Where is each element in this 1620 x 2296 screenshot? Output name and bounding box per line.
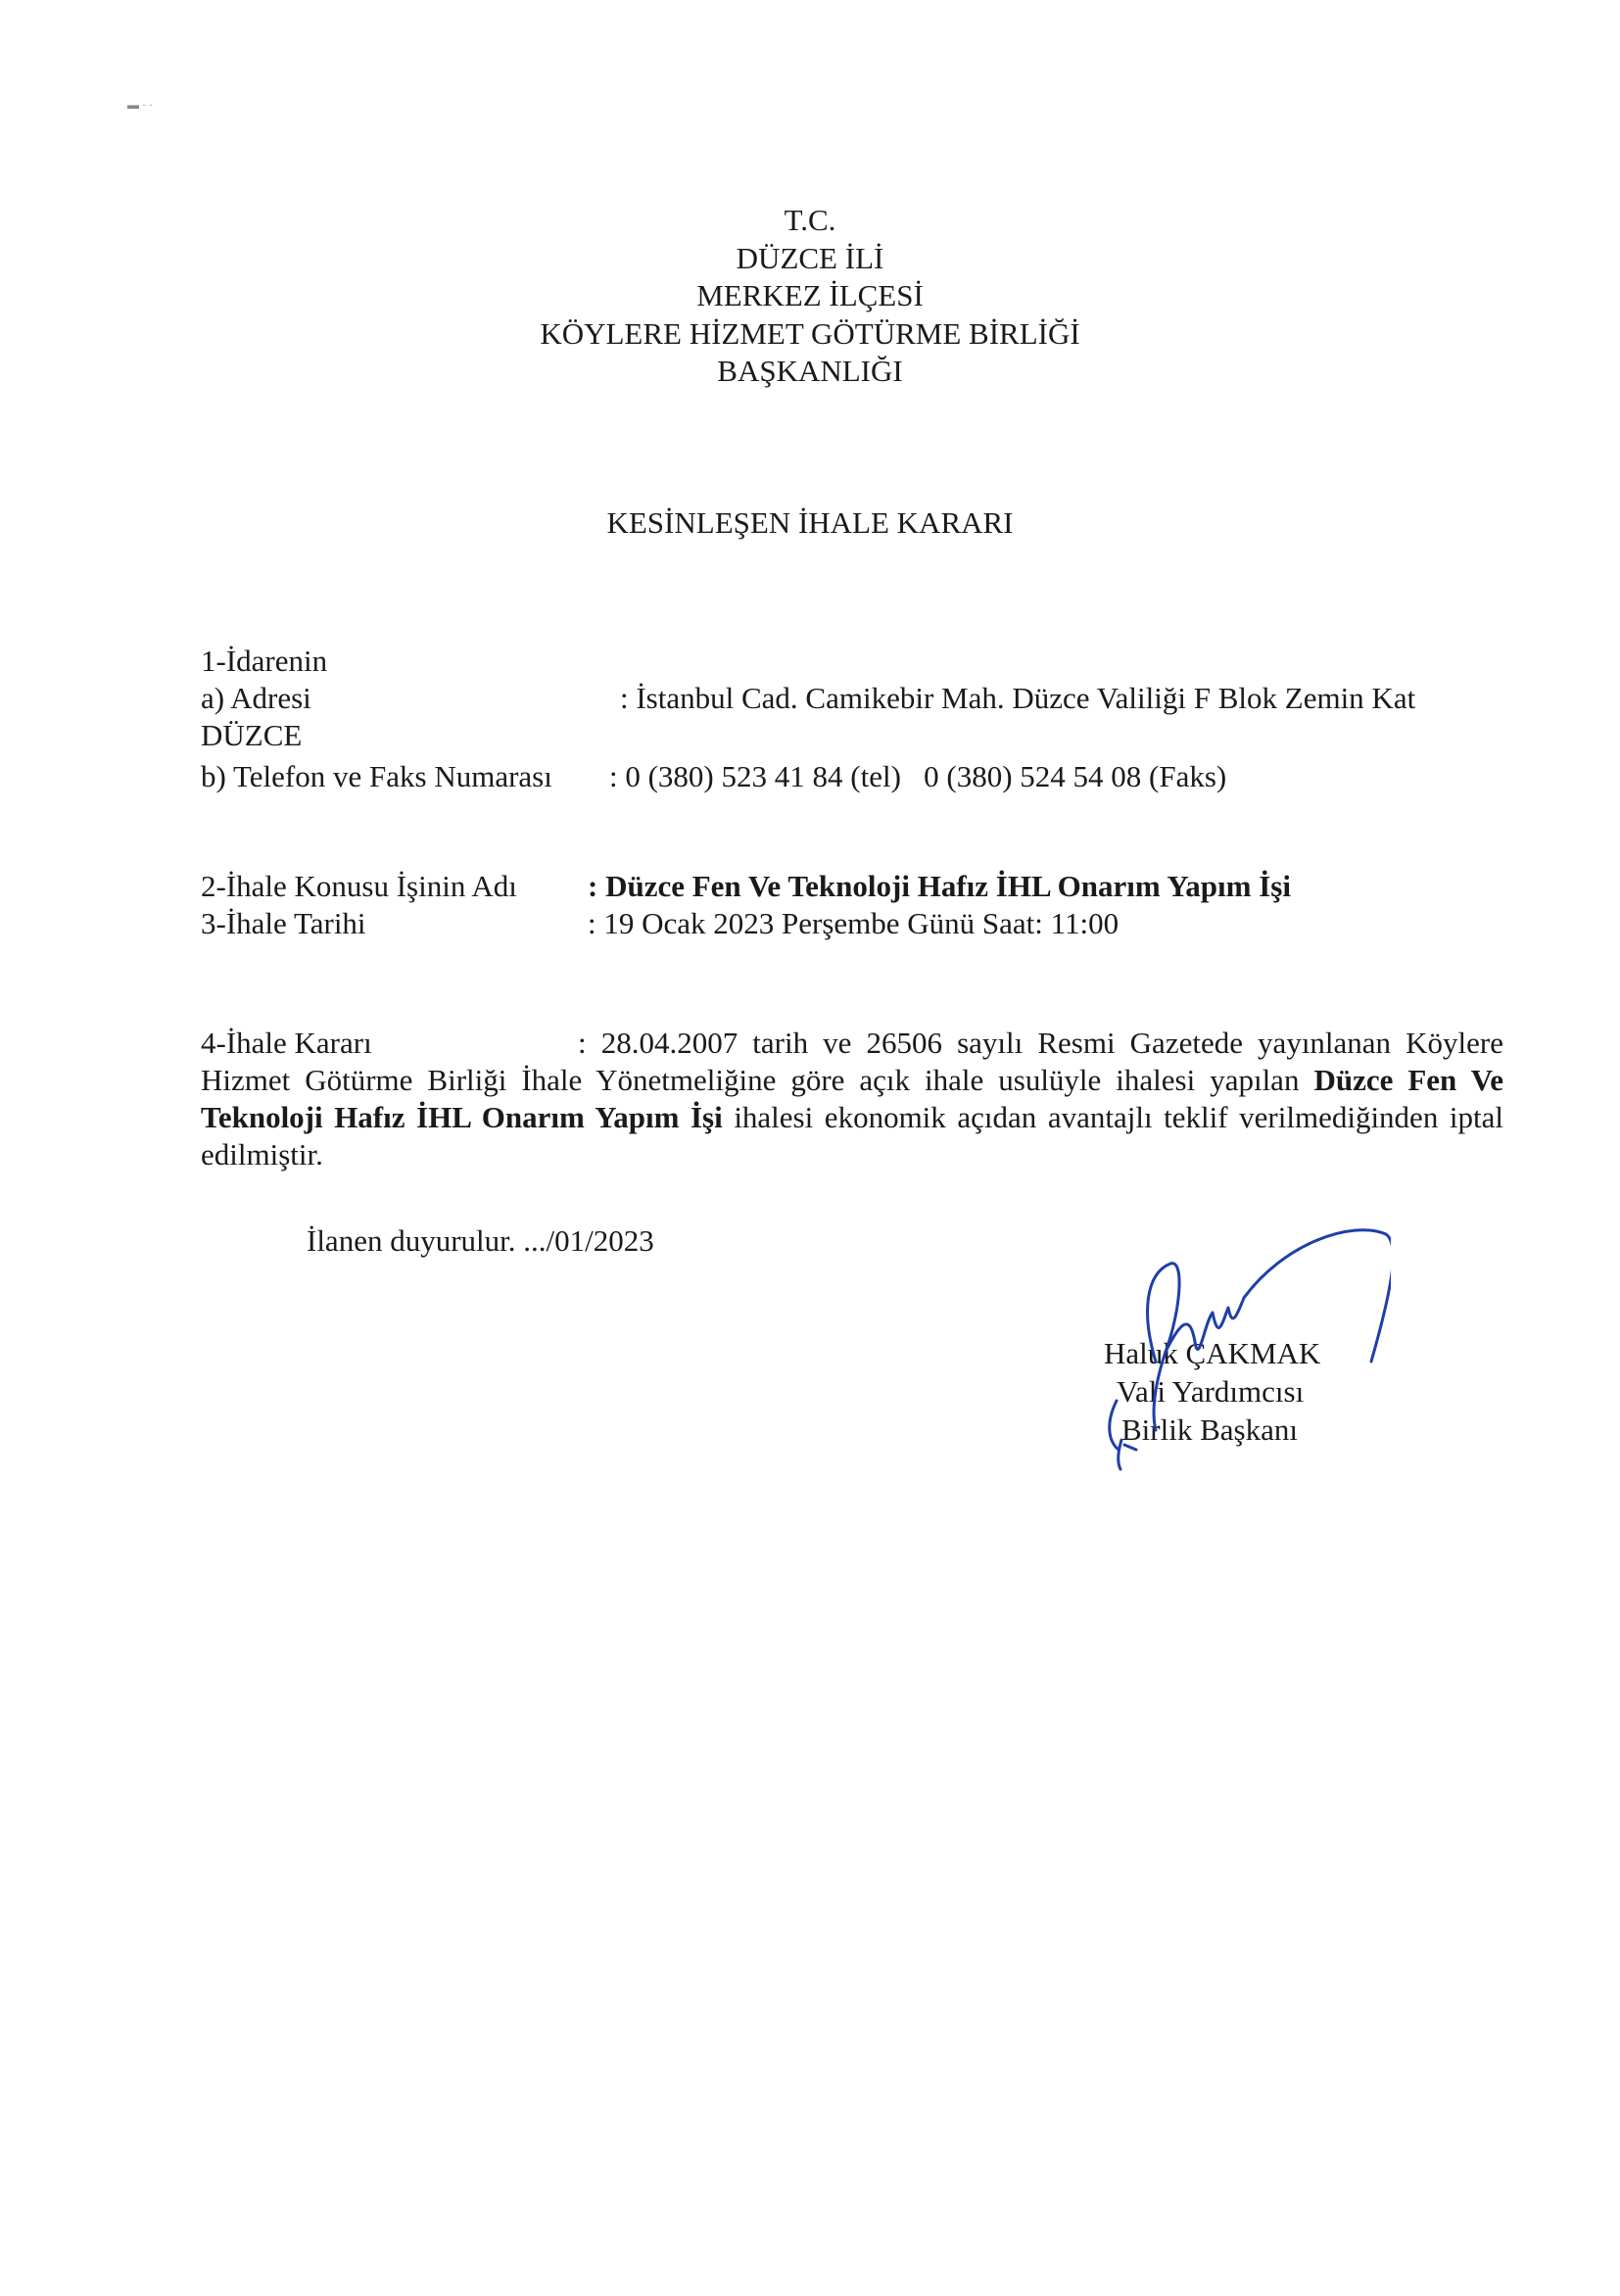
document-title: KESİNLEŞEN İHALE KARARI <box>606 505 1014 540</box>
header-line-district: MERKEZ İLÇESİ <box>696 278 924 312</box>
signatory-title: Vali Yardımcısı <box>1117 1374 1305 1409</box>
section1-heading: 1-İdarenin <box>201 644 328 678</box>
signatory-union-title: Birlik Başkanı <box>1121 1412 1298 1447</box>
header-line-union: KÖYLERE HİZMET GÖTÜRME BİRLİĞİ <box>540 315 1080 351</box>
signatory-name: Haluk ÇAKMAK <box>1104 1336 1321 1370</box>
header-line-tc: T.C. <box>784 203 836 237</box>
institution-header <box>0 202 1620 391</box>
decision-text-b: ihalesi ekonomik açıdan avantajlı teklif verilmediğinden iptal edilmiştir. <box>201 1100 1503 1172</box>
tender-date-label: 3-İhale Tarihi <box>201 906 366 940</box>
tender-subject-value: : Düzce Fen Ve Teknoloji Hafız İHL Onarım Yapım İşi <box>588 869 1291 903</box>
address-label: a) Adresi <box>201 681 311 715</box>
address-continuation: DÜZCE <box>201 718 303 752</box>
announcement-line: İlanen duyurulur. .../01/2023 <box>307 1223 654 1258</box>
tender-decision-label: 4-İhale Kararı <box>201 1026 372 1060</box>
decision-text-a: : 28.04.2007 tarih ve 26506 sayılı Resmi Gazetede yayınlanan Köylere Hizmet Götürme Birliği İhale Yönetmeliğine göre açık ihale usulüyle ihalesi yapılan <box>201 1026 1503 1097</box>
phone-label: b) Telefon ve Faks Numarası <box>201 759 552 793</box>
handwritten-signature <box>1097 1205 1391 1489</box>
phone-value: : 0 (380) 523 41 84 (tel) 0 (380) 524 54 08 (Faks) <box>609 759 1227 793</box>
header-line-province: DÜZCE İLİ <box>736 240 884 275</box>
address-value: : İstanbul Cad. Camikebir Mah. Düzce Valiliği F Blok Zemin Kat <box>620 681 1416 715</box>
tender-decision-paragraph <box>201 1025 1503 1173</box>
scan-specks: ▬ · · <box>127 98 153 112</box>
header-line-presidency: BAŞKANLIĞI <box>717 354 903 388</box>
tender-date-value: : 19 Ocak 2023 Perşembe Günü Saat: 11:00 <box>588 906 1120 940</box>
decision-text-bold: Düzce Fen Ve Teknoloji Hafız İHL Onarım Yapım İşi <box>201 1063 1503 1134</box>
tender-subject-label: 2-İhale Konusu İşinin Adı <box>201 869 517 903</box>
